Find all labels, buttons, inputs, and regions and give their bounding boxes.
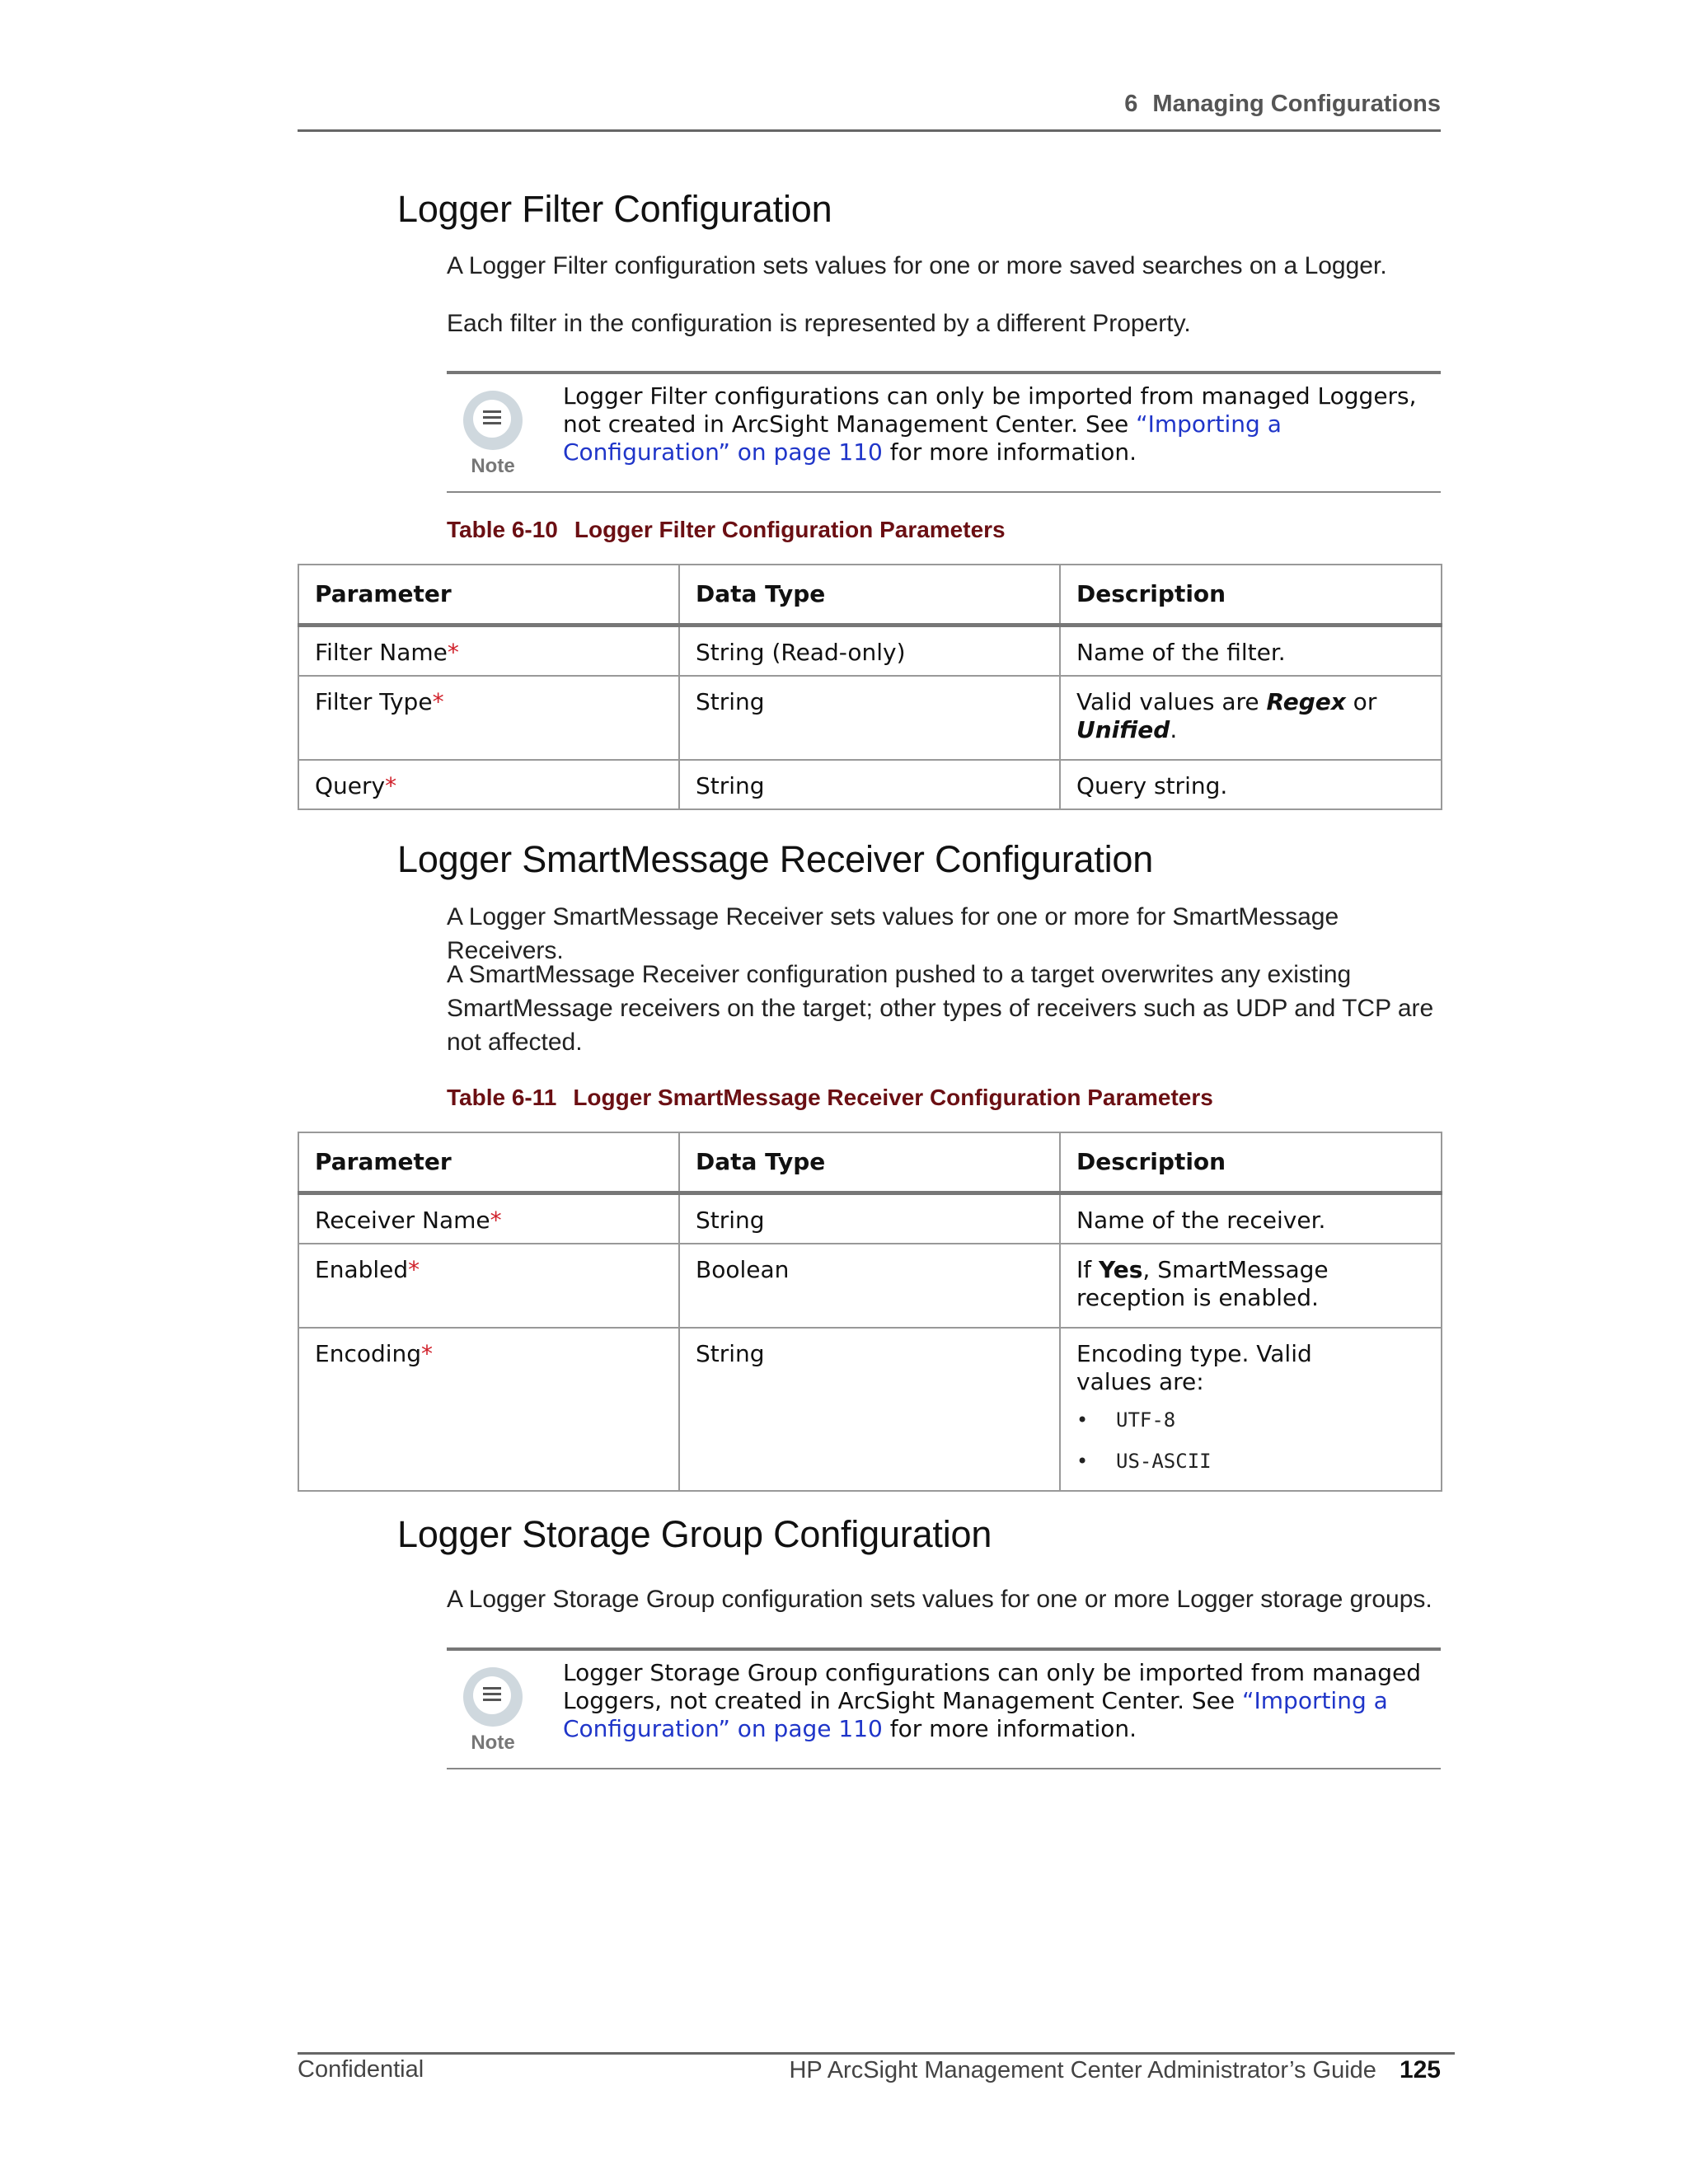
- type-cell: Boolean: [679, 1244, 1060, 1328]
- guide-title: HP ArcSight Management Center Administrator’s Guide: [789, 2057, 1376, 2083]
- desc-cell: [1060, 676, 1442, 760]
- note-text-tail: for more information.: [882, 1715, 1137, 1742]
- note-text-tail: for more information.: [882, 438, 1137, 466]
- table-row: [298, 626, 1442, 677]
- encoding-values-list: [1076, 1406, 1425, 1475]
- param-name: Filter Name: [315, 639, 448, 666]
- smartmessage-receiver-parameters-table: [298, 1132, 1442, 1492]
- col-header: Description: [1060, 565, 1442, 626]
- param-name: Receiver Name: [315, 1207, 490, 1234]
- note-icon: [462, 1667, 524, 1754]
- param-name: Filter Type: [315, 688, 433, 715]
- note-box-1: [447, 371, 1441, 493]
- table-header-row: [298, 565, 1442, 626]
- table-title: Logger SmartMessage Receiver Configuration Parameters: [573, 1085, 1213, 1110]
- note-label: Note: [471, 455, 515, 477]
- table-row: [298, 1244, 1442, 1328]
- desc-text: , SmartMessage reception is enabled.: [1076, 1256, 1329, 1311]
- desc-cell: Name of the receiver.: [1060, 1193, 1442, 1244]
- type-cell: String (Read-only): [679, 626, 1060, 677]
- required-marker: *: [447, 639, 459, 666]
- list-item: [1076, 1406, 1425, 1434]
- desc-text: Valid values are: [1076, 688, 1267, 715]
- page-number: 125: [1399, 2056, 1441, 2083]
- cross-reference-link[interactable]: “Importing a Configuration” on page 110: [563, 1687, 1388, 1742]
- value-regex: Regex: [1266, 688, 1346, 715]
- running-header: [1124, 91, 1441, 118]
- param-name: Query: [315, 772, 386, 799]
- table-number: Table 6-10: [447, 517, 558, 542]
- note-box-2: [447, 1647, 1441, 1769]
- table-row: [298, 676, 1442, 760]
- note-text-body: Logger Storage Group configurations can only be imported from managed Loggers, not created in ArcSight Management Center. See: [563, 1659, 1421, 1714]
- value-yes: Yes: [1099, 1256, 1143, 1283]
- table-caption-6-10: [447, 517, 1006, 543]
- type-cell: String: [679, 760, 1060, 809]
- param-name: Enabled: [315, 1256, 409, 1283]
- table-row: [298, 1328, 1442, 1491]
- required-marker: *: [385, 772, 397, 799]
- logger-filter-parameters-table: [298, 564, 1442, 810]
- footer-rule: [298, 2052, 1455, 2055]
- desc-text: If: [1076, 1256, 1100, 1283]
- note-text: [563, 382, 1428, 466]
- desc-cell: [1060, 1244, 1442, 1328]
- footer-guide-title: [789, 2056, 1441, 2084]
- param-cell: [298, 676, 679, 760]
- desc-text: Encoding type. Valid values are:: [1076, 1340, 1312, 1395]
- section-title-logger-filter: Logger Filter Configuration: [397, 188, 832, 230]
- table-row: [298, 1193, 1442, 1244]
- table-caption-6-11: [447, 1085, 1213, 1111]
- section-title-smartmessage-receiver: Logger SmartMessage Receiver Configuration: [397, 838, 1154, 880]
- encoding-value: US-ASCII: [1116, 1450, 1212, 1473]
- col-header: Parameter: [298, 565, 679, 626]
- desc-cell: Query string.: [1060, 760, 1442, 809]
- bullet-icon: •: [1076, 1408, 1089, 1432]
- list-item: [1076, 1447, 1425, 1475]
- col-header: Data Type: [679, 1132, 1060, 1193]
- param-name: Encoding: [315, 1340, 422, 1367]
- param-cell: [298, 760, 679, 809]
- required-marker: *: [432, 688, 444, 715]
- note-text: [563, 1659, 1428, 1743]
- encoding-value: UTF-8: [1116, 1408, 1176, 1432]
- note-label: Note: [471, 1732, 515, 1754]
- param-cell: [298, 626, 679, 677]
- col-header: Data Type: [679, 565, 1060, 626]
- value-unified: Unified: [1076, 716, 1170, 743]
- chapter-title: Managing Configurations: [1152, 91, 1441, 117]
- section2-para1: A Logger SmartMessage Receiver sets values for one or more for SmartMessage Receivers.: [447, 903, 1339, 964]
- section-title-storage-group: Logger Storage Group Configuration: [397, 1513, 992, 1555]
- section1-para1: A Logger Filter configuration sets values for one or more saved searches on a Logger.: [447, 252, 1387, 279]
- bullet-icon: •: [1076, 1450, 1089, 1473]
- cross-reference-link[interactable]: “Importing a Configuration” on page 110: [563, 410, 1282, 466]
- chapter-number: 6: [1124, 91, 1138, 117]
- section1-para2: Each filter in the configuration is represented by a different Property.: [447, 310, 1191, 337]
- table-header-row: [298, 1132, 1442, 1193]
- param-cell: [298, 1328, 679, 1491]
- required-marker: *: [490, 1207, 502, 1234]
- required-marker: *: [421, 1340, 434, 1367]
- note-icon: [462, 391, 524, 477]
- table-title: Logger Filter Configuration Parameters: [574, 517, 1006, 542]
- note-text-body: Logger Filter configurations can only be imported from managed Loggers, not created in ArcSight Management Center. See: [563, 382, 1417, 438]
- desc-cell: [1060, 1328, 1442, 1491]
- type-cell: String: [679, 676, 1060, 760]
- section3-para1: A Logger Storage Group configuration sets values for one or more Logger storage groups.: [447, 1586, 1432, 1613]
- col-header: Description: [1060, 1132, 1442, 1193]
- type-cell: String: [679, 1193, 1060, 1244]
- desc-text: or: [1345, 688, 1377, 715]
- desc-text: .: [1170, 716, 1178, 743]
- type-cell: String: [679, 1328, 1060, 1491]
- required-marker: *: [408, 1256, 420, 1283]
- param-cell: [298, 1193, 679, 1244]
- header-rule: [298, 129, 1441, 132]
- table-row: [298, 760, 1442, 809]
- desc-cell: Name of the filter.: [1060, 626, 1442, 677]
- col-header: Parameter: [298, 1132, 679, 1193]
- section2-para2: A SmartMessage Receiver configuration pushed to a target overwrites any existing SmartMessage receivers on the target; other types of receivers such as UDP and TCP are not affected.: [447, 961, 1434, 1056]
- param-cell: [298, 1244, 679, 1328]
- table-number: Table 6-11: [447, 1085, 557, 1110]
- footer-confidential: Confidential: [298, 2056, 424, 2083]
